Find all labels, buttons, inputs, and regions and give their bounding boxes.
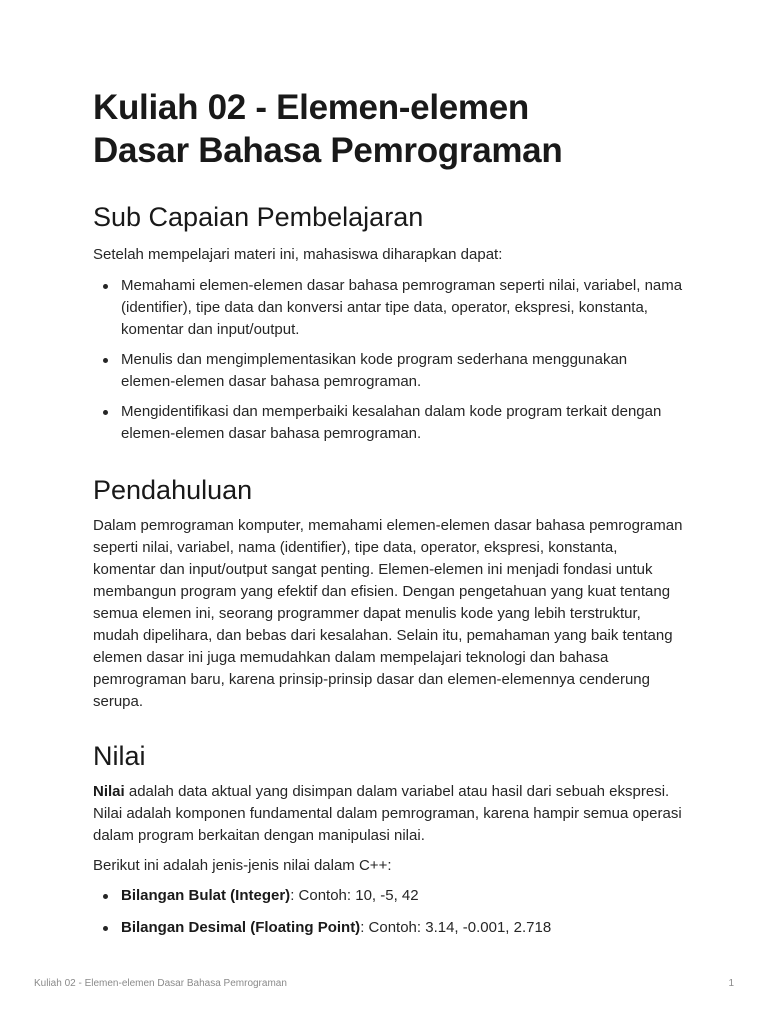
- nilai-intro: Berikut ini adalah jenis-jenis nilai dalam C++:: [93, 857, 392, 874]
- item-term: Bilangan Bulat (Integer): [121, 887, 291, 904]
- item-text: : Contoh: 10, -5, 42: [290, 887, 419, 904]
- heading-pendahuluan: Pendahuluan: [93, 475, 253, 505]
- document-page: [93, 86, 683, 939]
- nilai-definition: [93, 781, 683, 847]
- nilai-term: Nilai: [93, 783, 125, 800]
- list-item: Memahami elemen-elemen dasar bahasa pemrograman seperti nilai, variabel, nama (identifier), tipe data dan konversi antar tipe data, operator, ekspresi, konstanta, komentar dan input/output.: [93, 275, 683, 341]
- nilai-list: [93, 885, 683, 939]
- list-item: Menulis dan mengimplementasikan kode program sederhana menggunakan elemen-elemen dasar bahasa pemrograman.: [93, 349, 683, 393]
- nilai-definition-text: adalah data aktual yang disimpan dalam variabel atau hasil dari sebuah ekspresi. Nilai adalah komponen fundamental dalam pemrograman, karena hampir semua operasi dalam program berkaitan dengan manipulasi nilai.: [93, 783, 682, 844]
- list-item: Mengidentifikasi dan memperbaiki kesalahan dalam kode program terkait dengan elemen-elemen dasar bahasa pemrograman.: [93, 401, 683, 445]
- list-item: [93, 885, 683, 907]
- item-term: Bilangan Desimal (Floating Point): [121, 919, 361, 936]
- pendahuluan-paragraph: Dalam pemrograman komputer, memahami elemen-elemen dasar bahasa pemrograman seperti nilai, variabel, nama (identifier), tipe data, operator, ekspresi, konstanta, komentar dan input/output sangat penting. Elemen-elemen ini menjadi fondasi untuk membangun program yang efektif dan efisien. Dengan pengetahuan yang kuat tentang semua elemen ini, seorang programmer dapat menulis kode yang lebih terstruktur, mudah dipelihara, dan bebas dari kesalahan. Selain itu, pemahaman yang baik tentang elemen dasar ini juga memudahkan dalam mempelajari teknologi dan bahasa pemrograman baru, karena prinsip-prinsip dasar dan elemen-elemennya cenderung serupa.: [93, 517, 683, 710]
- sub-capaian-list: [93, 275, 683, 445]
- page-footer: [34, 978, 734, 989]
- document-title: [93, 86, 683, 172]
- page-number: 1: [728, 978, 734, 989]
- title-line-1: Kuliah 02 - Elemen-elemen: [93, 88, 529, 127]
- item-text: : Contoh: 3.14, -0.001, 2.718: [360, 919, 552, 936]
- heading-sub-capaian: Sub Capaian Pembelajaran: [93, 202, 424, 232]
- sub-capaian-intro: Setelah mempelajari materi ini, mahasiswa diharapkan dapat:: [93, 246, 503, 263]
- list-item: [93, 917, 683, 939]
- title-line-2: Dasar Bahasa Pemrograman: [93, 131, 563, 170]
- heading-nilai: Nilai: [93, 741, 146, 771]
- footer-title: Kuliah 02 - Elemen-elemen Dasar Bahasa Pemrograman: [34, 978, 287, 989]
